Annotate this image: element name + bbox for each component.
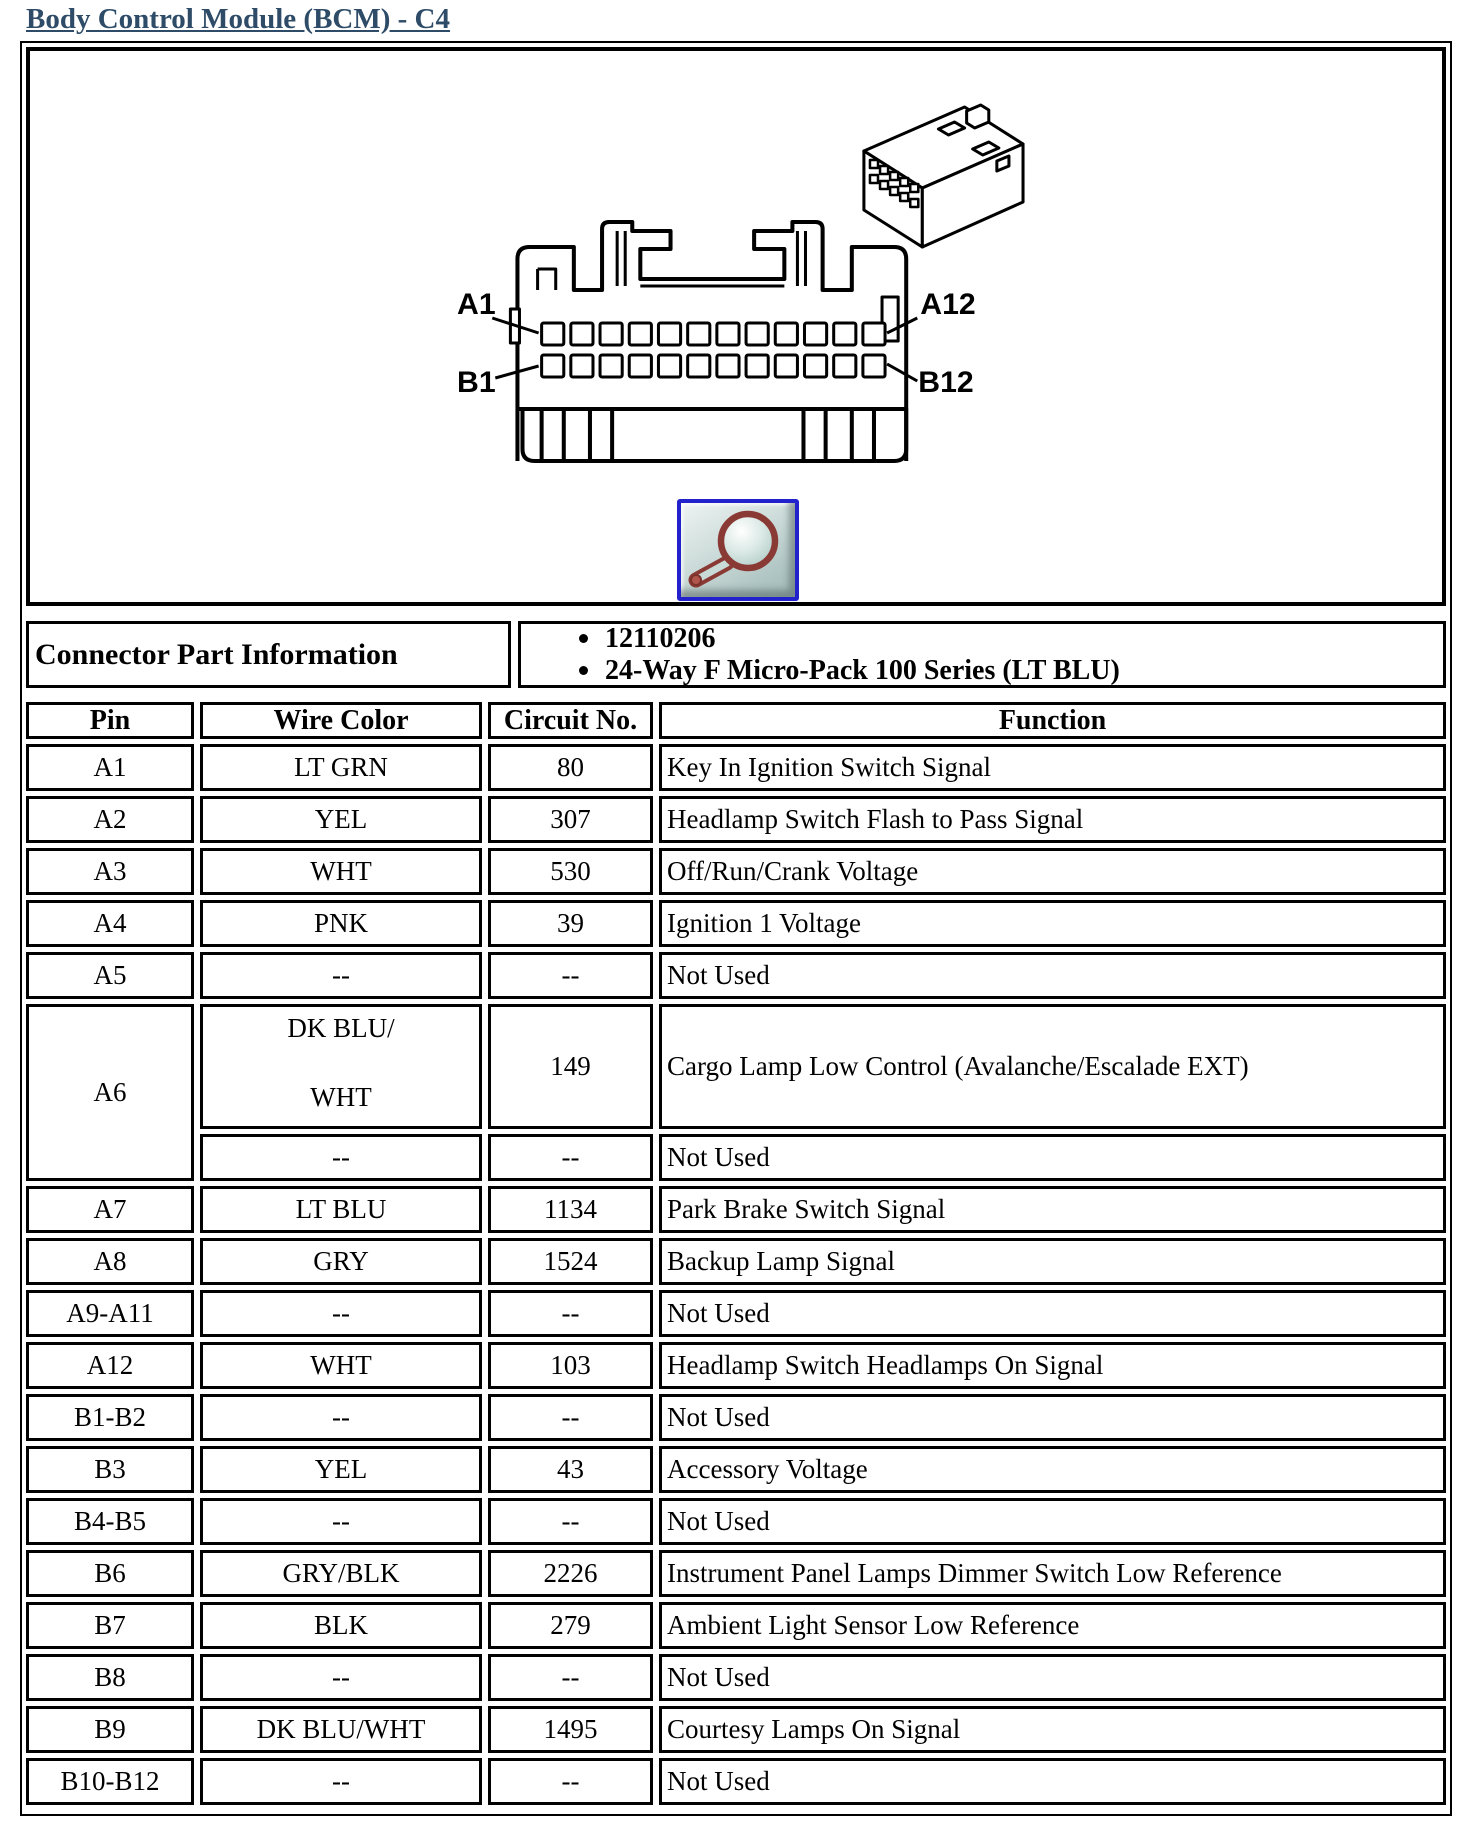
label-a12: A12: [920, 288, 976, 321]
circuit-cell: --: [488, 1758, 653, 1805]
sub-row: [200, 1004, 1446, 1129]
wire-color-cell: YEL: [200, 796, 482, 843]
table-row: [26, 1706, 1446, 1753]
function-cell: Ambient Light Sensor Low Reference: [659, 1602, 1446, 1649]
function-cell: Not Used: [659, 1498, 1446, 1545]
function-cell: Not Used: [659, 1654, 1446, 1701]
function-cell: Not Used: [659, 952, 1446, 999]
wire-color-cell: --: [200, 1290, 482, 1337]
header-cell-circ: Circuit No.: [488, 702, 653, 739]
wire-color-cell: [200, 1004, 482, 1129]
wire-color-cell: LT GRN: [200, 744, 482, 791]
wire-color-cell: --: [200, 1654, 482, 1701]
pin-cell: A8: [26, 1238, 194, 1285]
circuit-cell: --: [488, 1290, 653, 1337]
function-cell: Ignition 1 Voltage: [659, 900, 1446, 947]
content-frame: [20, 41, 1452, 1816]
sub-row: [200, 1134, 1446, 1181]
pin-cell: B1-B2: [26, 1394, 194, 1441]
wire-color-cell: --: [200, 1758, 482, 1805]
pin-cell: A9-A11: [26, 1290, 194, 1337]
wire-color-line: WHT: [310, 1082, 372, 1112]
terminal-grid: [542, 323, 885, 377]
circuit-cell: --: [488, 1654, 653, 1701]
part-info-item: 24-Way F Micro-Pack 100 Series (LT BLU): [579, 655, 1120, 687]
table-row: [26, 1186, 1446, 1233]
function-cell: Accessory Voltage: [659, 1446, 1446, 1493]
pin-cell: B3: [26, 1446, 194, 1493]
function-cell: Not Used: [659, 1290, 1446, 1337]
circuit-cell: --: [488, 952, 653, 999]
function-cell: Key In Ignition Switch Signal: [659, 744, 1446, 791]
wire-color-cell: --: [200, 952, 482, 999]
pin-cell: B9: [26, 1706, 194, 1753]
function-cell: Instrument Panel Lamps Dimmer Switch Low Reference: [659, 1550, 1446, 1597]
wire-color-cell: GRY/BLK: [200, 1550, 482, 1597]
table-row: [26, 1446, 1446, 1493]
table-row: [26, 1602, 1446, 1649]
table-row: [26, 1498, 1446, 1545]
table-row: [26, 1394, 1446, 1441]
wire-color-cell: BLK: [200, 1602, 482, 1649]
function-cell: Headlamp Switch Flash to Pass Signal: [659, 796, 1446, 843]
table-row: [26, 1550, 1446, 1597]
function-cell: Not Used: [659, 1134, 1446, 1181]
part-info-list: [521, 623, 1120, 687]
circuit-cell: 80: [488, 744, 653, 791]
wire-color-cell: PNK: [200, 900, 482, 947]
header-cell-wire: Wire Color: [200, 702, 482, 739]
pin-cell: A3: [26, 848, 194, 895]
pin-cell: B8: [26, 1654, 194, 1701]
pin-cell: A7: [26, 1186, 194, 1233]
connector-part-info-row: [26, 621, 1446, 688]
circuit-cell: 43: [488, 1446, 653, 1493]
pin-cell: A4: [26, 900, 194, 947]
label-b12: B12: [918, 366, 974, 399]
header-cell-func: Function: [659, 702, 1446, 739]
wire-color-cell: GRY: [200, 1238, 482, 1285]
wire-color-cell: DK BLU/WHT: [200, 1706, 482, 1753]
label-b1: B1: [457, 366, 496, 399]
table-row: [26, 1758, 1446, 1805]
table-row: [26, 796, 1446, 843]
wire-color-cell: LT BLU: [200, 1186, 482, 1233]
circuit-cell: 307: [488, 796, 653, 843]
table-row: [26, 848, 1446, 895]
function-cell: Cargo Lamp Low Control (Avalanche/Escalade EXT): [659, 1004, 1446, 1129]
pin-table-header: [26, 702, 1446, 739]
function-cell: Backup Lamp Signal: [659, 1238, 1446, 1285]
pin-cell: B10-B12: [26, 1758, 194, 1805]
circuit-cell: 1524: [488, 1238, 653, 1285]
wire-color-cell: --: [200, 1498, 482, 1545]
sub-rows: [200, 1004, 1446, 1181]
table-row: [26, 1238, 1446, 1285]
circuit-cell: 39: [488, 900, 653, 947]
connector-part-info-values: [518, 621, 1446, 688]
pin-table-body: [26, 744, 1446, 1805]
pin-cell: B4-B5: [26, 1498, 194, 1545]
function-cell: Not Used: [659, 1758, 1446, 1805]
pin-cell: B7: [26, 1602, 194, 1649]
magnifier-icon: [681, 503, 795, 597]
circuit-cell: 1134: [488, 1186, 653, 1233]
connector-part-info-label: Connector Part Information: [26, 621, 511, 688]
table-row: [26, 900, 1446, 947]
label-a1: A1: [457, 288, 496, 321]
wire-color-cell: YEL: [200, 1446, 482, 1493]
wire-color-cell: --: [200, 1394, 482, 1441]
circuit-cell: 1495: [488, 1706, 653, 1753]
circuit-cell: --: [488, 1498, 653, 1545]
table-row: [26, 1342, 1446, 1389]
circuit-cell: --: [488, 1394, 653, 1441]
table-row: [26, 1290, 1446, 1337]
function-cell: Not Used: [659, 1394, 1446, 1441]
pin-cell: A2: [26, 796, 194, 843]
function-cell: Park Brake Switch Signal: [659, 1186, 1446, 1233]
header-cell-pin: Pin: [26, 702, 194, 739]
wire-color-cell: --: [200, 1134, 482, 1181]
wire-color-line: DK BLU/: [287, 1013, 395, 1043]
wire-color-cell: WHT: [200, 848, 482, 895]
table-row: [26, 744, 1446, 791]
pin-cell: A12: [26, 1342, 194, 1389]
circuit-cell: 149: [488, 1004, 653, 1129]
function-cell: Courtesy Lamps On Signal: [659, 1706, 1446, 1753]
part-info-item: 12110206: [579, 623, 1120, 655]
pin-cell: A5: [26, 952, 194, 999]
zoom-image-button[interactable]: [677, 499, 799, 601]
wire-color-cell: WHT: [200, 1342, 482, 1389]
pin-cell: A6: [26, 1004, 194, 1181]
circuit-cell: 530: [488, 848, 653, 895]
circuit-cell: 2226: [488, 1550, 653, 1597]
circuit-cell: 103: [488, 1342, 653, 1389]
pin-cell: A1: [26, 744, 194, 791]
function-cell: Headlamp Switch Headlamps On Signal: [659, 1342, 1446, 1389]
connector-iso-view: [864, 105, 1023, 247]
table-row: [26, 1004, 1446, 1181]
connector-image-panel: [26, 47, 1446, 606]
function-cell: Off/Run/Crank Voltage: [659, 848, 1446, 895]
connector-bottom-skirt: [522, 409, 906, 461]
pin-cell: B6: [26, 1550, 194, 1597]
table-row: [26, 1654, 1446, 1701]
circuit-cell: 279: [488, 1602, 653, 1649]
page-title-link[interactable]: Body Control Module (BCM) - C4: [26, 3, 450, 35]
circuit-cell: --: [488, 1134, 653, 1181]
table-row: [26, 952, 1446, 999]
